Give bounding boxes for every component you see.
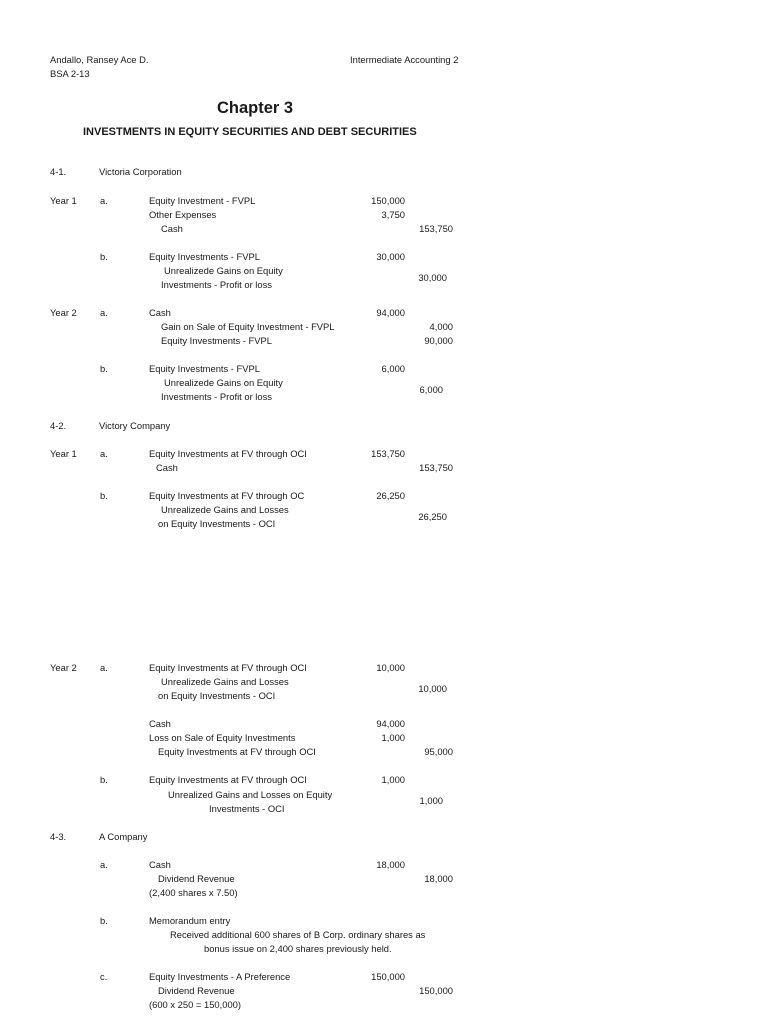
credit-amount: 90,000 bbox=[424, 335, 453, 346]
entry-letter: b. bbox=[100, 490, 108, 501]
debit-amount: 1,000 bbox=[381, 774, 405, 785]
account-debit: Loss on Sale of Equity Investments bbox=[149, 732, 296, 743]
account-credit: Equity Investments - FVPL bbox=[161, 335, 272, 346]
account-credit: Cash bbox=[161, 223, 183, 234]
entry-letter: a. bbox=[100, 195, 108, 206]
entry-letter: a. bbox=[100, 448, 108, 459]
entry-letter: b. bbox=[100, 363, 108, 374]
account-debit: Equity Investments at FV through OCI bbox=[149, 774, 307, 785]
debit-amount: 94,000 bbox=[376, 307, 405, 318]
account-credit: Unrealizede Gains and Losses bbox=[161, 676, 289, 687]
account-credit: Unrealizede Gains and Losses bbox=[161, 504, 289, 515]
credit-amount: 6,000 bbox=[419, 384, 443, 395]
account-credit: on Equity Investments - OCI bbox=[158, 690, 276, 701]
debit-amount: 26,250 bbox=[376, 490, 405, 501]
account-debit: Equity Investments - A Preference bbox=[149, 971, 291, 982]
credit-amount: 26,250 bbox=[418, 511, 447, 522]
account-debit: Equity Investment - FVPL bbox=[149, 195, 256, 206]
account-debit: Cash bbox=[149, 718, 171, 729]
entry-letter: a. bbox=[100, 307, 108, 318]
credit-amount: 30,000 bbox=[418, 272, 447, 283]
year-label: Year 2 bbox=[50, 307, 77, 318]
credit-amount: 153,750 bbox=[419, 462, 453, 473]
student-name: Andallo, Ransey Ace D. bbox=[50, 54, 149, 65]
debit-amount: 94,000 bbox=[376, 718, 405, 729]
entry-letter: b. bbox=[100, 915, 108, 926]
account-debit: Other Expenses bbox=[149, 209, 217, 220]
debit-amount: 150,000 bbox=[371, 971, 405, 982]
account-debit: Equity Investments - FVPL bbox=[149, 251, 260, 262]
account-credit: on Equity Investments - OCI bbox=[158, 518, 276, 529]
entry-letter: a. bbox=[100, 859, 108, 870]
credit-amount: 4,000 bbox=[429, 321, 453, 332]
account-credit: Unrealizede Gains on Equity bbox=[164, 377, 283, 388]
memo-text: bonus issue on 2,400 shares previously held. bbox=[204, 943, 392, 954]
account-credit: Investments - Profit or loss bbox=[161, 391, 272, 402]
entry-letter: b. bbox=[100, 774, 108, 785]
computation-note: (600 x 250 = 150,000) bbox=[149, 999, 241, 1010]
account-debit: Equity Investments at FV through OC bbox=[149, 490, 305, 501]
account-credit: Investments - OCI bbox=[209, 803, 285, 814]
account-credit: Dividend Revenue bbox=[158, 873, 235, 884]
company-name: Victory Company bbox=[99, 420, 171, 431]
year-label: Year 1 bbox=[50, 195, 77, 206]
account-debit: Equity Investments - FVPL bbox=[149, 363, 260, 374]
memo-heading: Memorandum entry bbox=[149, 915, 231, 926]
company-name: A Company bbox=[99, 831, 148, 842]
debit-amount: 30,000 bbox=[376, 251, 405, 262]
credit-amount: 153,750 bbox=[419, 223, 453, 234]
account-credit: Unrealized Gains and Losses on Equity bbox=[168, 789, 333, 800]
debit-amount: 10,000 bbox=[376, 662, 405, 673]
credit-amount: 10,000 bbox=[418, 683, 447, 694]
chapter-subtitle: INVESTMENTS IN EQUITY SECURITIES AND DEBT SECURITIES bbox=[83, 126, 417, 138]
credit-amount: 150,000 bbox=[419, 985, 453, 996]
computation-note: (2,400 shares x 7.50) bbox=[149, 887, 238, 898]
account-credit: Dividend Revenue bbox=[158, 985, 235, 996]
account-credit: Equity Investments at FV through OCI bbox=[158, 746, 316, 757]
debit-amount: 18,000 bbox=[376, 859, 405, 870]
debit-amount: 3,750 bbox=[381, 209, 405, 220]
account-debit: Equity Investments at FV through OCI bbox=[149, 448, 307, 459]
account-credit: Cash bbox=[156, 462, 178, 473]
section-label: BSA 2-13 bbox=[50, 68, 90, 79]
account-debit: Equity Investments at FV through OCI bbox=[149, 662, 307, 673]
account-debit: Cash bbox=[149, 859, 171, 870]
problem-number: 4-1. bbox=[50, 166, 67, 177]
course-title: Intermediate Accounting 2 bbox=[350, 54, 459, 65]
account-debit: Cash bbox=[149, 307, 171, 318]
debit-amount: 1,000 bbox=[381, 732, 405, 743]
credit-amount: 95,000 bbox=[424, 746, 453, 757]
credit-amount: 1,000 bbox=[419, 795, 443, 806]
memo-text: Received additional 600 shares of B Corp. ordinary shares as bbox=[170, 929, 426, 940]
year-label: Year 2 bbox=[50, 662, 77, 673]
account-credit: Investments - Profit or loss bbox=[161, 279, 272, 290]
entry-letter: b. bbox=[100, 251, 108, 262]
account-credit: Gain on Sale of Equity Investment - FVPL bbox=[161, 321, 335, 332]
problem-number: 4-3. bbox=[50, 831, 67, 842]
debit-amount: 6,000 bbox=[381, 363, 405, 374]
company-name: Victoria Corporation bbox=[99, 166, 182, 177]
account-credit: Unrealizede Gains on Equity bbox=[164, 265, 283, 276]
entry-letter: c. bbox=[100, 971, 108, 982]
year-label: Year 1 bbox=[50, 448, 77, 459]
credit-amount: 18,000 bbox=[424, 873, 453, 884]
chapter-title: Chapter 3 bbox=[217, 99, 294, 117]
debit-amount: 150,000 bbox=[371, 195, 405, 206]
entry-letter: a. bbox=[100, 662, 108, 673]
debit-amount: 153,750 bbox=[371, 448, 405, 459]
problem-number: 4-2. bbox=[50, 420, 67, 431]
